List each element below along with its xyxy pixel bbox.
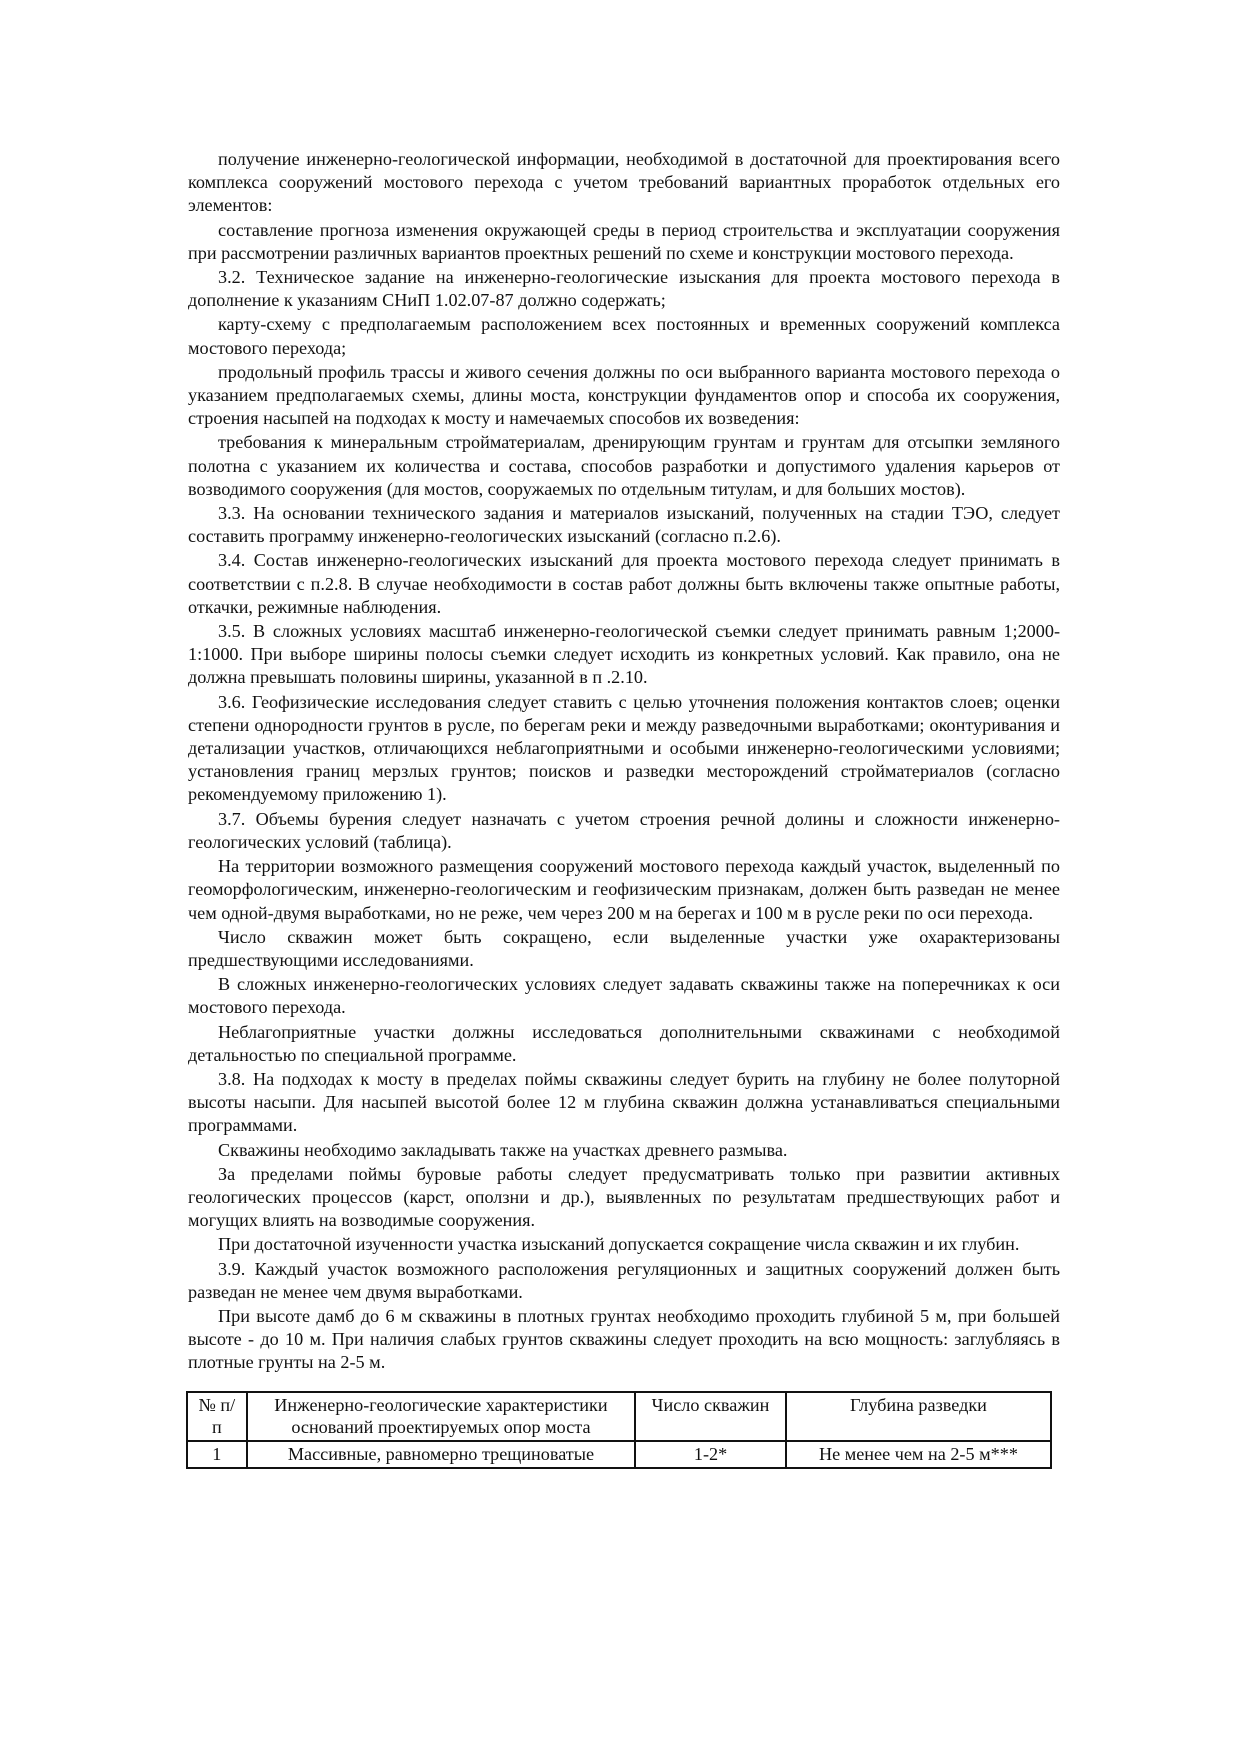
cell-depth: Не менее чем на 2-5 м***: [786, 1441, 1051, 1468]
table-header-row: [187, 1392, 1051, 1441]
paragraph: Число скважин может быть сокращено, если выделенные участки уже охарактеризованы предшествующими исследованиями.: [188, 926, 1060, 970]
cell-well-count: 1-2*: [635, 1441, 786, 1468]
paragraph: На территории возможного размещения сооружений мостового перехода каждый участок, выделенный по геоморфологическим, инженерно-геологическим и геофизическим признакам, должен быть разведан не менее чем одной-двумя выработками, но не реже, чем через 200 м на берегах и 100 м в русле реки по оси перехода.: [188, 856, 1060, 923]
paragraph: 3.3. На основании технического задания и материалов изысканий, полученных на стадии ТЭО, следует составить программу инженерно-геологических изысканий (согласно п.2.6).: [188, 503, 1060, 547]
paragraph: требования к минеральным стройматериалам, дренирующим грунтам и грунтам для отсыпки земляного полотна с указанием их количества и состава, способов разработки и допустимого удаления карьеров от возводимого сооружения (для мостов, сооружаемых по отдельным титулам, и для больших мостов).: [188, 432, 1060, 499]
table-row: [187, 1441, 1051, 1468]
header-cell-characteristics: Инженерно-геологические характеристики оснований проектируемых опор моста: [247, 1392, 635, 1441]
paragraph: Скважины необходимо закладывать также на участках древнего размыва.: [218, 1139, 788, 1160]
header-cell-well-count: Число скважин: [635, 1392, 786, 1441]
paragraph: 3.9. Каждый участок возможного расположения регуляционных и защитных сооружений должен быть разведан не менее чем двумя выработками.: [188, 1258, 1060, 1302]
paragraph: При высоте дамб до 6 м скважины в плотных грунтах необходимо проходить глубиной 5 м, при большей высоте - до 10 м. При наличия слабых грунтов скважины следует проходить на всю мощность: заглубляясь в плотные грунты на 2-5 м.: [188, 1305, 1060, 1373]
paragraph: получение инженерно-геологической информации, необходимой в достаточной для проектирования всего комплекса сооружений мостового перехода с учетом требований вариантных проработок отдельных его элементов:: [188, 149, 1060, 216]
paragraph: 3.6. Геофизические исследования следует ставить с целью уточнения положения контактов слоев; оценки степени однородности грунтов в русле, по берегам реки и между разведочными выработками; оконтуривания и детализации участков, отличающихся неблагоприятными и особыми инженерно-геологическими условиями; установления границ мерзлых грунтов; поисков и разведки месторождений стройматериалов (согласно рекомендуемому приложению 1).: [188, 691, 1060, 805]
paragraph: В сложных инженерно-геологических условиях следует задавать скважины также на поперечниках к оси мостового перехода.: [188, 974, 1060, 1018]
paragraph: 3.8. На подходах к мосту в пределах поймы скважины следует бурить на глубину не более полуторной высоты насыпи. Для насыпей высотой более 12 м глубина скважин должна устанавливаться специальными программами.: [188, 1068, 1060, 1136]
paragraph: 3.4. Состав инженерно-геологических изысканий для проекта мостового перехода следует принимать в соответствии с п.2.8. В случае необходимости в состав работ должны быть включены также опытные работы, откачки, режимные наблюдения.: [188, 550, 1060, 617]
paragraph: карту-схему с предполагаемым расположением всех постоянных и временных сооружений комплекса мостового перехода;: [188, 314, 1060, 358]
document-page: [188, 148, 1060, 1469]
paragraph: Неблагоприятные участки должны исследоваться дополнительными скважинами с необходимой детальностью по специальной программе.: [188, 1021, 1060, 1065]
paragraph: 3.5. В сложных условиях масштаб инженерно-геологической съемки следует принимать равным 1;2000-1:1000. При выборе ширины полосы съемки следует исходить из конкретных условий. Как правило, она не должна превышать половины ширины, указанной в п .2.10.: [188, 621, 1060, 688]
paragraph: 3.2. Техническое задание на инженерно-геологические изыскания для проекта мостового перехода в дополнение к указаниям СНиП 1.02.07-87 должно содержать;: [188, 267, 1060, 311]
paragraph: продольный профиль трассы и живого сечения должны по оси выбранного варианта мостового перехода о указанием предполагаемых схемы, длины моста, конструкции фундаментов опор и способа их сооружения, строения насыпей на подходах к мосту и намечаемых способов их возведения:: [188, 361, 1060, 429]
header-cell-number: № п/п: [187, 1392, 247, 1441]
header-cell-depth: Глубина разведки: [786, 1392, 1051, 1441]
cell-number: 1: [187, 1441, 247, 1468]
paragraph: составление прогноза изменения окружающей среды в период строительства и эксплуатации сооружения при рассмотрении различных вариантов проектных решений по схеме и конструкции мостового перехода.: [188, 219, 1060, 263]
cell-characteristics: Массивные, равномерно трещиноватые: [247, 1441, 635, 1468]
drilling-table: [186, 1391, 1052, 1469]
paragraph: 3.7. Объемы бурения следует назначать с учетом строения речной долины и сложности инженерно-геологических условий (таблица).: [188, 808, 1060, 852]
paragraph: При достаточной изученности участка изысканий допускается сокращение числа скважин и их глубин.: [218, 1234, 1020, 1255]
paragraph: За пределами поймы буровые работы следует предусматривать только при развитии активных геологических процессов (карст, оползни и др.), выявленных по результатам предшествующих работ и могущих влиять на возводимые сооружения.: [188, 1163, 1060, 1231]
